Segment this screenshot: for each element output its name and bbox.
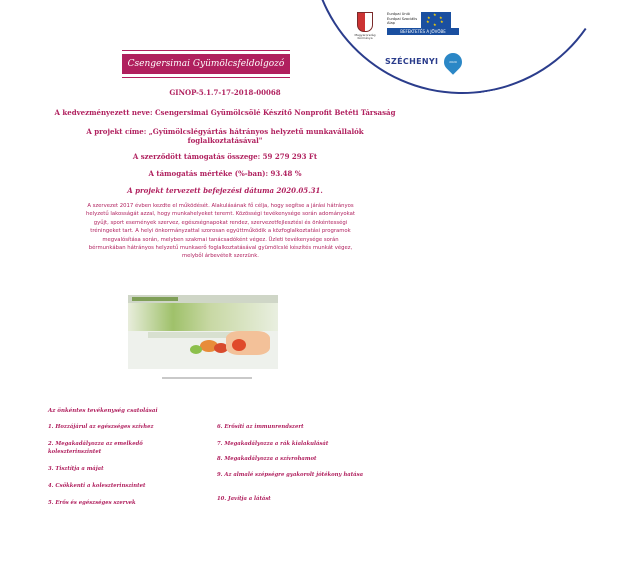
coat-of-arms-icon [357,12,373,32]
description-line: melyből árbevételt szerzünk. [181,253,259,260]
ministry-label: Magyarország Kormánya [354,33,376,40]
project-title-line1: A projekt címe: „Gyümölcslégyártás hátrányos helyzetű munkavállalók [86,127,364,136]
benefit-link[interactable]: 7. Megakadályozza a rák kialakulását [217,441,329,447]
links-heading: Az önkéntes tevékenység csatolásai [48,408,158,414]
eu-logo [387,12,487,35]
fruit-image [232,339,246,351]
benefit-link[interactable]: 2. Megakadályozza az emelkedő koleszterinszintet [48,441,143,455]
eu-text: Európai Unió Európai Szociális Alap [387,12,418,26]
organization-description [48,202,393,261]
benefit-link[interactable]: 3. Tisztítja a májat [48,466,104,472]
description-line: helyzetű lakosságát azzal, hogy munkahelyeket teremt. Közösségi tevékenysége során adományokat [86,211,355,218]
title-banner [122,50,290,78]
page-title: Csengersimai Gyümölcsfeldolgozó [122,54,290,74]
szechenyi-pin-icon [440,49,465,74]
szechenyi-badge-label: 2020 [449,60,457,64]
szechenyi-logo-text: SZÉCHENYI [385,57,439,66]
project-code: GINOP-5.1.7-17-2018-00068 [169,88,281,97]
eu-flag-icon: ★ ★ ★ ★ ★ ★ [421,12,451,28]
image-caption-line [162,377,252,379]
benefit-link[interactable]: 1. Hozzájárul az egészséges szívhez [48,424,154,430]
fruit-image [190,345,202,354]
project-title-line2: foglalkoztatásával" [187,136,263,145]
benefit-link[interactable]: 5. Erős és egészséges szervek [48,500,136,506]
hungarian-coat-of-arms-logo [352,10,378,44]
description-line: gyűjt, sport események szervez, egészségnapokat rendez, szervezetfejlesztési és önkéntességi [93,219,348,226]
description-line: tréningeket tart. A helyi önkormányzattal szorosan együttműködik a közfoglalkoztatási programok [90,228,351,235]
eu-slogan-bar: BEFEKTETÉS A JÖVŐBE [387,28,459,35]
divider [122,50,290,51]
beneficiary-name: A kedvezményezett neve: Csengersimai Gyümölcsölé Készítő Nonprofit Betéti Társaság [54,108,396,117]
benefit-link[interactable]: 8. Megakadályozza a szívrohamot [217,456,317,462]
benefit-link[interactable]: 10. Javítja a látást [217,496,271,502]
description-line: A szervezet 2017 évben kezdte el működését. Alakulásának fő célja, hogy segítse a járási hátrányos [87,203,354,209]
project-end-date: A projekt tervezett befejezési dátuma 2020.05.31. [127,186,323,195]
image-nav-strip [128,295,278,303]
website-screenshot-image [128,295,278,369]
divider [122,77,290,78]
logo-block [352,10,492,45]
description-line: bérmunkában hátrányos helyzetű munkaerő foglalkoztatásával gyümölcslé készítés munkát végez, [88,245,353,252]
description-line: megvalósítása során, melyben szakmai tanácsadóként végez. Üzleti tevékenysége során [102,236,339,243]
support-rate: A támogatás mértéke (%-ban): 93.48 % [148,169,302,178]
benefit-link[interactable]: 9. Az almalé szépségre gyakorolt jótékony hatása [217,472,364,478]
benefit-link[interactable]: 4. Csökkenti a koleszterinszintet [48,483,146,489]
support-amount: A szerződött támogatás összege: 59 279 293 Ft [132,152,318,161]
benefit-link[interactable]: 6. Erősíti az immunrendszert [217,424,304,430]
image-hero-banner [128,303,278,331]
